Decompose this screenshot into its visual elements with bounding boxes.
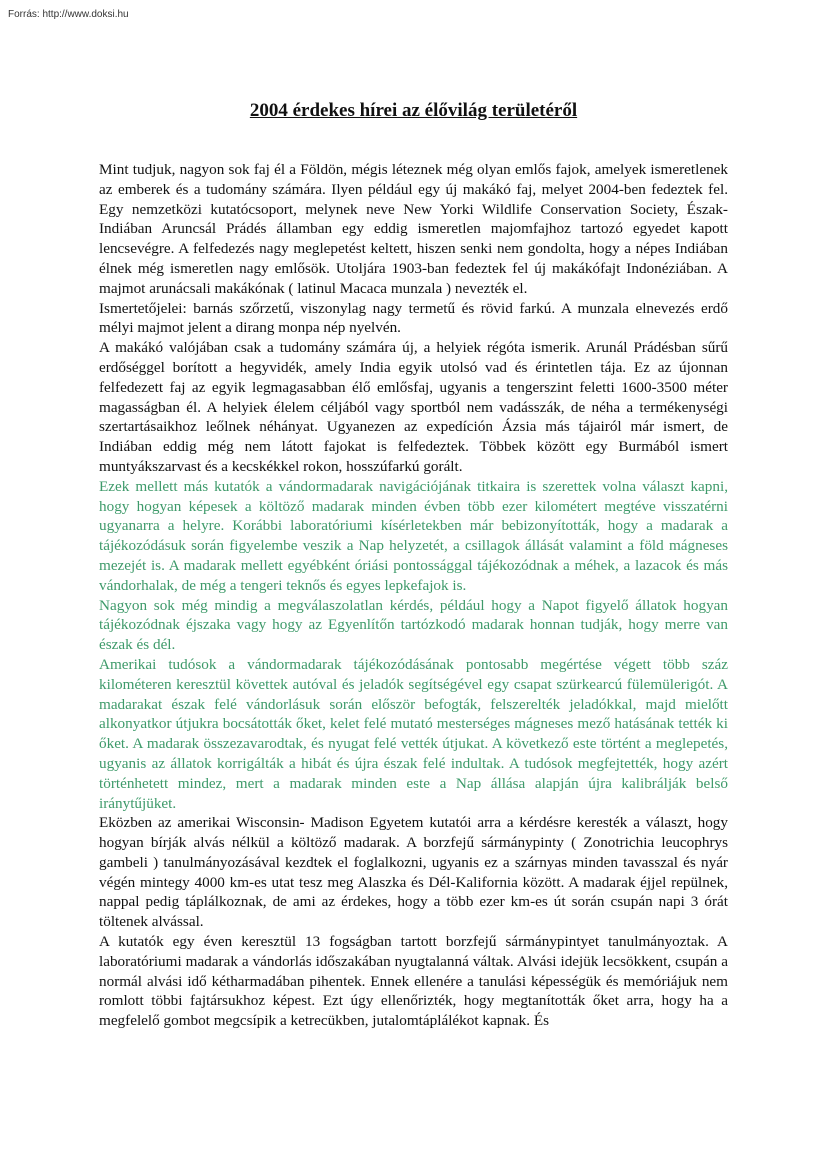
paragraph-highlighted: Nagyon sok még mindig a megválaszolatlan kérdés, például hogy a Napot figyelő állatok hogyan tájékozódnak éjszaka vagy hogy az Egyenlítőn tartózkodó madarak honnan tudják, hogy merre van észak és dél. [99,596,728,654]
paragraph: Mint tudjuk, nagyon sok faj él a Földön, mégis léteznek még olyan emlős fajok, amelyek ismeretlenek az emberek és a tudomány számára. Ilyen például egy új makákó faj, melyet 2004-ben fedeztek fel. Egy nemzetközi kutatócsoport, melynek neve New Yorki Wildlife Conservation Society, Észak-Indiában Aruncsál Prádés államban egy eddig ismeretlen majomfajhoz tartozó egyedet kapott lencsevégre. A felfedezés nagy meglepetést keltett, hiszen senki nem gondolta, hogy a népes Indiában élnek még ismeretlen nagy emlősök. Utoljára 1903-ban fedeztek fel új makákófajt Indonéziában. A majmot arunácsali makákónak ( latinul Macaca munzala ) nevezték el. [99,161,728,297]
paragraph: Eközben az amerikai Wisconsin- Madison Egyetem kutatói arra a kérdésre keresték a választ, hogy hogyan bírják alvás nélkül a költöző madarak. A borzfejű sármánypinty ( Zonotrichia leucophrys gambeli ) tanulmányozásával kezdtek el foglalkozni, ugyanis ez a szárnyas minden tavasszal és nyár végén mintegy 4000 km-es utat tesz meg Alaszka és Dél-Kalifornia között. A madarak éjjel repülnek, nappal pedig táplálkoznak, de ami az érdekes, hogy a több ezer km-es út során csupán napi 3 órát töltenek alvással. [99,814,728,931]
paragraph: A makákó valójában csak a tudomány számára új, a helyiek régóta ismerik. Arunál Prádésban sűrű erdőséggel borított a hegyvidék, amely India egyik utolsó vad és érintetlen tája. Ez az újonnan felfedezett faj az egyik legmagasabban élő emlősfaj, ugyanis a tengerszint feletti 1600-3500 méter magasságban él. A helyiek élelem céljából vagy sportból nem vadásszák, de néha a termékenységi szertartásaikhoz leőlnek néhányat. Ugyanezen az expedíción Ázsia más tájairól már ismert, de Indiában eddig még nem látott fajokat is felfedeztek. Többek között egy Burmából ismert muntyákszarvast és a kecskékkel rokon, hosszúfarkú gorált. [99,339,728,475]
paragraph-highlighted: Amerikai tudósok a vándormadarak tájékozódásának pontosabb megértése végett több száz kilométeren keresztül követtek autóval és jeladók segítségével egy csapat szürkearcú fülemülerigót. A madarakat észak felé vándorlásuk során először befogták, felszerelték jeladókkal, majd mielőtt alkonyatkor útjukra bocsátották őket, kelet felé mutató mesterséges mágneses mező hatásának tették ki őket. A madarak összezavarodtak, és nyugat felé vették útjukat. A következő este történt a meglepetés, ugyanis az állatok korrigálták a hibát és újra észak felé indultak. A tudósok megfejtették, hogy azért történhetett mindez, mert a madarak minden este a Nap állása alapján újra kalibrálják belső iránytűjüket. [99,655,728,812]
paragraph: A kutatók egy éven keresztül 13 fogságban tartott borzfejű sármánypintyet tanulmányoztak. A laboratóriumi madarak a vándorlás időszakában nyugtalanná váltak. Alvási idejük lecsökkent, csupán a normál alvási idő kétharmadában pihentek. Ennek ellenére a tanulási képességük és memóriájuk nem romlott többi fajtársukhoz képest. Ezt úgy ellenőrizték, hogy megtanították őket arra, hogy ha a megfelelő gombot megcsípik a ketrecükben, jutalomtáplálékot kapnak. És [99,933,728,1030]
page-title: 2004 érdekes hírei az élővilág területéről [249,100,578,121]
source-note: Forrás: http://www.doksi.hu [8,9,129,20]
article-body [99,160,728,1031]
paragraph: Ismertetőjelei: barnás szőrzetű, viszonylag nagy termetű és rövid farkú. A munzala elnevezés erdő mélyi majmot jelent a dirang monpa nép nyelvén. [99,299,728,337]
paragraph-highlighted: Ezek mellett más kutatók a vándormadarak navigációjának titkaira is szerettek volna választ kapni, hogy hogyan képesek a költöző madarak minden évben több ezer kilométert megtéve visszatérni ugyanarra a helyre. Korábbi laboratóriumi kísérletekben már bebizonyították, hogy a madarak a tájékozódásuk során figyelembe veszik a Nap helyzetét, a csillagok állását valamint a föld mágneses mezejét is. A madarak mellett egyébként óriási pontossággal tájékozódnak a méhek, a lazacok és más vándorhalak, de még a tengeri teknős és egyes lepkefajok is. [99,477,728,594]
